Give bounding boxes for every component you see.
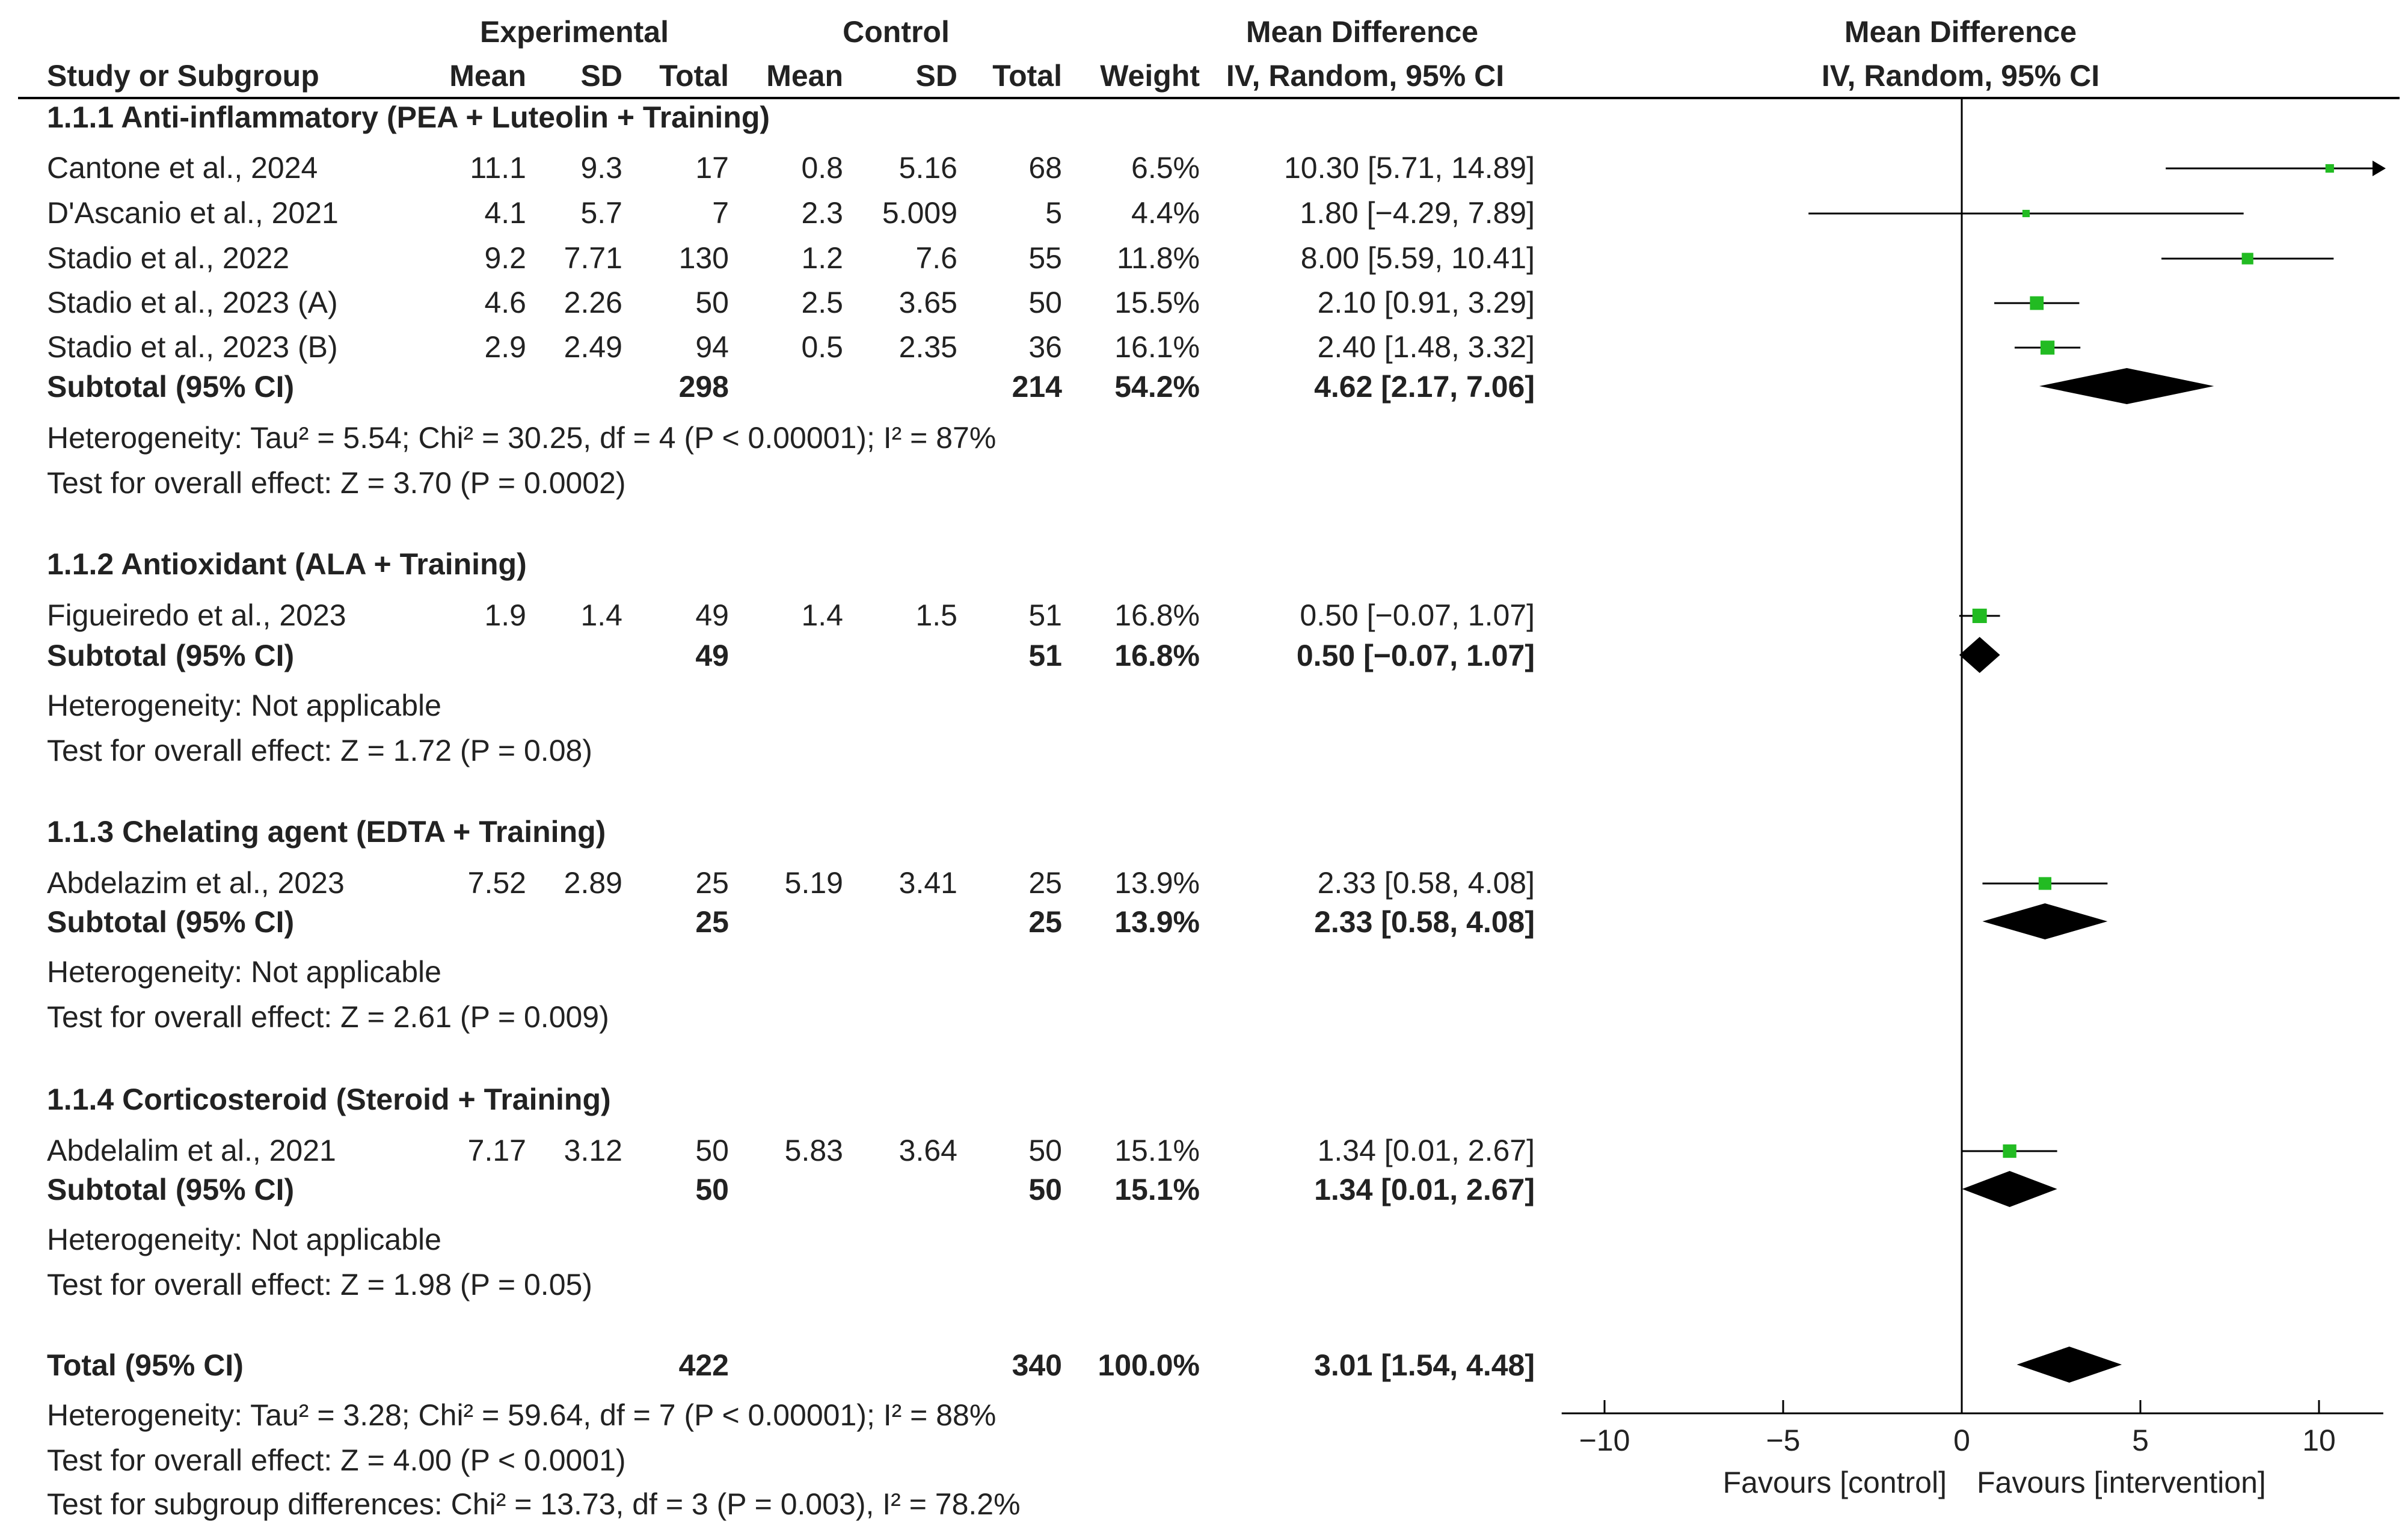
study-effect-marker xyxy=(1973,609,1987,623)
ctl-sd-cell: 3.64 xyxy=(898,1134,957,1167)
overall-effect-text: Test for overall effect: Z = 3.70 (P = 0.0002) xyxy=(47,466,626,500)
ctl-sd-cell: 5.16 xyxy=(898,151,957,185)
ctl-mean-cell: 5.83 xyxy=(784,1134,843,1167)
ctl-sd-cell: 7.6 xyxy=(915,241,957,275)
exp-mean-cell: 2.9 xyxy=(484,330,526,364)
weight-cell: 4.4% xyxy=(1131,196,1200,230)
ci-cell: 8.00 [5.59, 10.41] xyxy=(1300,241,1535,275)
ctl-sd-cell: 3.41 xyxy=(898,866,957,900)
ctl-mean-cell: 1.2 xyxy=(801,241,843,275)
exp-mean-cell: 4.6 xyxy=(484,286,526,319)
footer-statistic: Test for overall effect: Z = 4.00 (P < 0.0001) xyxy=(47,1443,626,1477)
exp-total-cell: 25 xyxy=(695,866,729,900)
exp-total-column-header: Total xyxy=(659,59,729,93)
ctl-sd-cell: 3.65 xyxy=(898,286,957,319)
exp-total-cell: 50 xyxy=(695,286,729,319)
overall-total-weight: 100.0% xyxy=(1098,1348,1200,1382)
subgroup-subtotal-ctl-total: 214 xyxy=(1012,370,1062,404)
ctl-total-cell: 25 xyxy=(1028,866,1062,900)
heterogeneity-text: Heterogeneity: Tau² = 5.54; Chi² = 30.25, df = 4 (P < 0.00001); I² = 87% xyxy=(47,421,997,455)
subgroup-subtotal-weight: 13.9% xyxy=(1114,905,1200,939)
exp-mean-cell: 4.1 xyxy=(484,196,526,230)
ctl-sd-cell: 5.009 xyxy=(882,196,957,230)
exp-total-cell: 7 xyxy=(712,196,729,230)
heterogeneity-text: Heterogeneity: Not applicable xyxy=(47,1223,441,1256)
weight-cell: 13.9% xyxy=(1114,866,1200,900)
study-effect-marker xyxy=(2326,164,2334,173)
weight-cell: 6.5% xyxy=(1131,151,1200,185)
exp-sd-cell: 3.12 xyxy=(564,1134,622,1167)
study-name: Abdelalim et al., 2021 xyxy=(47,1134,336,1167)
overall-effect-text: Test for overall effect: Z = 2.61 (P = 0.009) xyxy=(47,1000,609,1034)
subgroup-title: 1.1.2 Antioxidant (ALA + Training) xyxy=(47,547,527,581)
x-axis-tick-label: 0 xyxy=(1953,1424,1970,1457)
subgroup-subtotal-ctl-total: 25 xyxy=(1028,905,1062,939)
control-group-header: Control xyxy=(843,15,950,49)
exp-mean-cell: 1.9 xyxy=(484,598,526,632)
footer-statistic: Test for subgroup differences: Chi² = 13.73, df = 3 (P = 0.003), I² = 78.2% xyxy=(47,1487,1021,1521)
ctl-mean-cell: 2.3 xyxy=(801,196,843,230)
weight-cell: 16.8% xyxy=(1114,598,1200,632)
experimental-group-header: Experimental xyxy=(479,15,669,49)
footer-statistic: Heterogeneity: Tau² = 3.28; Chi² = 59.64, df = 7 (P < 0.00001); I² = 88% xyxy=(47,1398,997,1432)
exp-mean-cell: 11.1 xyxy=(470,151,526,185)
ctl-total-cell: 36 xyxy=(1028,330,1062,364)
subgroup-subtotal-ci: 0.50 [−0.07, 1.07] xyxy=(1296,639,1535,672)
ci-cell: 1.80 [−4.29, 7.89] xyxy=(1300,196,1535,230)
favours-control-label: Favours [control] xyxy=(1722,1466,1947,1499)
subgroup-subtotal-label: Subtotal (95% CI) xyxy=(47,905,295,939)
exp-sd-cell: 9.3 xyxy=(580,151,622,185)
subgroup-subtotal-weight: 16.8% xyxy=(1114,639,1200,672)
study-effect-marker xyxy=(2242,253,2253,264)
ctl-total-column-header: Total xyxy=(992,59,1062,93)
exp-sd-cell: 5.7 xyxy=(580,196,622,230)
exp-sd-column-header: SD xyxy=(580,59,622,93)
ctl-total-cell: 50 xyxy=(1028,286,1062,319)
exp-total-cell: 94 xyxy=(695,330,729,364)
ctl-sd-cell: 1.5 xyxy=(915,598,957,632)
subgroup-subtotal-exp-total: 49 xyxy=(695,639,729,672)
exp-mean-cell: 7.17 xyxy=(467,1134,526,1167)
ci-arrow-icon xyxy=(2373,161,2386,176)
mean-difference-header: Mean Difference xyxy=(1245,15,1479,49)
study-name: Stadio et al., 2023 (B) xyxy=(47,330,338,364)
ctl-mean-cell: 5.19 xyxy=(784,866,843,900)
x-axis-tick-label: −10 xyxy=(1579,1424,1630,1457)
study-effect-marker xyxy=(2041,340,2054,354)
overall-total-exp-total: 422 xyxy=(678,1348,729,1382)
subgroup-subtotal-label: Subtotal (95% CI) xyxy=(47,639,295,672)
plot-ci-header: IV, Random, 95% CI xyxy=(1821,59,2100,93)
ctl-total-cell: 55 xyxy=(1028,241,1062,275)
subgroup-subtotal-weight: 54.2% xyxy=(1114,370,1200,404)
study-name: Stadio et al., 2023 (A) xyxy=(47,286,338,319)
ci-cell: 10.30 [5.71, 14.89] xyxy=(1283,151,1535,185)
exp-mean-cell: 7.52 xyxy=(467,866,526,900)
ctl-mean-cell: 0.5 xyxy=(801,330,843,364)
subgroup-subtotal-label: Subtotal (95% CI) xyxy=(47,370,295,404)
ci-cell: 2.10 [0.91, 3.29] xyxy=(1317,286,1535,319)
subgroup-title: 1.1.4 Corticosteroid (Steroid + Training) xyxy=(47,1083,611,1116)
overall-total-ci: 3.01 [1.54, 4.48] xyxy=(1314,1348,1535,1382)
table-header xyxy=(18,15,2400,98)
subgroup-subtotal-exp-total: 25 xyxy=(695,905,729,939)
overall-total-diamond xyxy=(2016,1347,2122,1383)
forest-plot-area xyxy=(1562,98,2386,1499)
ci-column-header: IV, Random, 95% CI xyxy=(1226,59,1505,93)
heterogeneity-text: Heterogeneity: Not applicable xyxy=(47,689,441,722)
weight-cell: 11.8% xyxy=(1116,241,1200,275)
ctl-mean-cell: 0.8 xyxy=(801,151,843,185)
subgroup-subtotal-ci: 4.62 [2.17, 7.06] xyxy=(1314,370,1535,404)
study-name: Figueiredo et al., 2023 xyxy=(47,598,346,632)
study-effect-marker xyxy=(2030,296,2044,310)
subgroup-subtotal-ci: 2.33 [0.58, 4.08] xyxy=(1314,905,1535,939)
overall-total-label: Total (95% CI) xyxy=(47,1348,244,1382)
subgroup-subtotal-diamond xyxy=(1982,903,2107,939)
ci-cell: 2.40 [1.48, 3.32] xyxy=(1317,330,1535,364)
study-column-header: Study or Subgroup xyxy=(47,59,319,93)
overall-effect-text: Test for overall effect: Z = 1.98 (P = 0.05) xyxy=(47,1268,592,1301)
ci-cell: 2.33 [0.58, 4.08] xyxy=(1317,866,1535,900)
ctl-mean-cell: 2.5 xyxy=(801,286,843,319)
subgroup-title: 1.1.3 Chelating agent (EDTA + Training) xyxy=(47,815,606,849)
x-axis-tick-label: −5 xyxy=(1766,1424,1801,1457)
study-effect-marker xyxy=(2023,210,2030,217)
x-axis-tick-label: 10 xyxy=(2302,1424,2336,1457)
weight-column-header: Weight xyxy=(1100,59,1200,93)
weight-cell: 15.5% xyxy=(1114,286,1200,319)
exp-sd-cell: 7.71 xyxy=(564,241,622,275)
weight-cell: 16.1% xyxy=(1114,330,1200,364)
heterogeneity-text: Heterogeneity: Not applicable xyxy=(47,955,441,989)
subgroup-subtotal-ctl-total: 51 xyxy=(1028,639,1062,672)
subgroup-subtotal-label: Subtotal (95% CI) xyxy=(47,1173,295,1206)
subgroup-subtotal-diamond xyxy=(2039,368,2214,404)
weight-cell: 15.1% xyxy=(1114,1134,1200,1167)
exp-total-cell: 130 xyxy=(678,241,729,275)
ctl-total-cell: 51 xyxy=(1028,598,1062,632)
ci-cell: 0.50 [−0.07, 1.07] xyxy=(1300,598,1535,632)
exp-total-cell: 49 xyxy=(695,598,729,632)
x-axis-tick-label: 5 xyxy=(2132,1424,2149,1457)
subgroup-subtotal-weight: 15.1% xyxy=(1114,1173,1200,1206)
table-body xyxy=(47,100,1535,1521)
subgroup-subtotal-exp-total: 50 xyxy=(695,1173,729,1206)
subgroup-subtotal-diamond xyxy=(1962,1171,2057,1207)
study-name: D'Ascanio et al., 2021 xyxy=(47,196,339,230)
overall-total-ctl-total: 340 xyxy=(1012,1348,1062,1382)
exp-total-cell: 17 xyxy=(695,151,729,185)
ctl-mean-column-header: Mean xyxy=(766,59,843,93)
subgroup-subtotal-ctl-total: 50 xyxy=(1028,1173,1062,1206)
ctl-total-cell: 50 xyxy=(1028,1134,1062,1167)
subgroup-subtotal-diamond xyxy=(1959,637,2000,673)
study-effect-marker xyxy=(2003,1144,2016,1158)
exp-mean-cell: 9.2 xyxy=(484,241,526,275)
exp-mean-column-header: Mean xyxy=(449,59,526,93)
exp-sd-cell: 2.49 xyxy=(564,330,622,364)
ctl-sd-cell: 2.35 xyxy=(898,330,957,364)
ctl-sd-column-header: SD xyxy=(915,59,957,93)
plot-mean-difference-header: Mean Difference xyxy=(1844,15,2077,49)
exp-total-cell: 50 xyxy=(695,1134,729,1167)
ctl-total-cell: 5 xyxy=(1045,196,1062,230)
exp-sd-cell: 2.89 xyxy=(564,866,622,900)
study-name: Abdelazim et al., 2023 xyxy=(47,866,345,900)
favours-intervention-label: Favours [intervention] xyxy=(1977,1466,2266,1499)
exp-sd-cell: 2.26 xyxy=(564,286,622,319)
subgroup-subtotal-ci: 1.34 [0.01, 2.67] xyxy=(1314,1173,1535,1206)
ctl-mean-cell: 1.4 xyxy=(801,598,843,632)
study-name: Cantone et al., 2024 xyxy=(47,151,318,185)
subgroup-subtotal-exp-total: 298 xyxy=(678,370,729,404)
ctl-total-cell: 68 xyxy=(1028,151,1062,185)
study-name: Stadio et al., 2022 xyxy=(47,241,290,275)
exp-sd-cell: 1.4 xyxy=(580,598,622,632)
subgroup-title: 1.1.1 Anti-inflammatory (PEA + Luteolin + Training) xyxy=(47,100,770,134)
overall-effect-text: Test for overall effect: Z = 1.72 (P = 0.08) xyxy=(47,734,592,767)
study-effect-marker xyxy=(2039,877,2051,889)
ci-cell: 1.34 [0.01, 2.67] xyxy=(1317,1134,1535,1167)
